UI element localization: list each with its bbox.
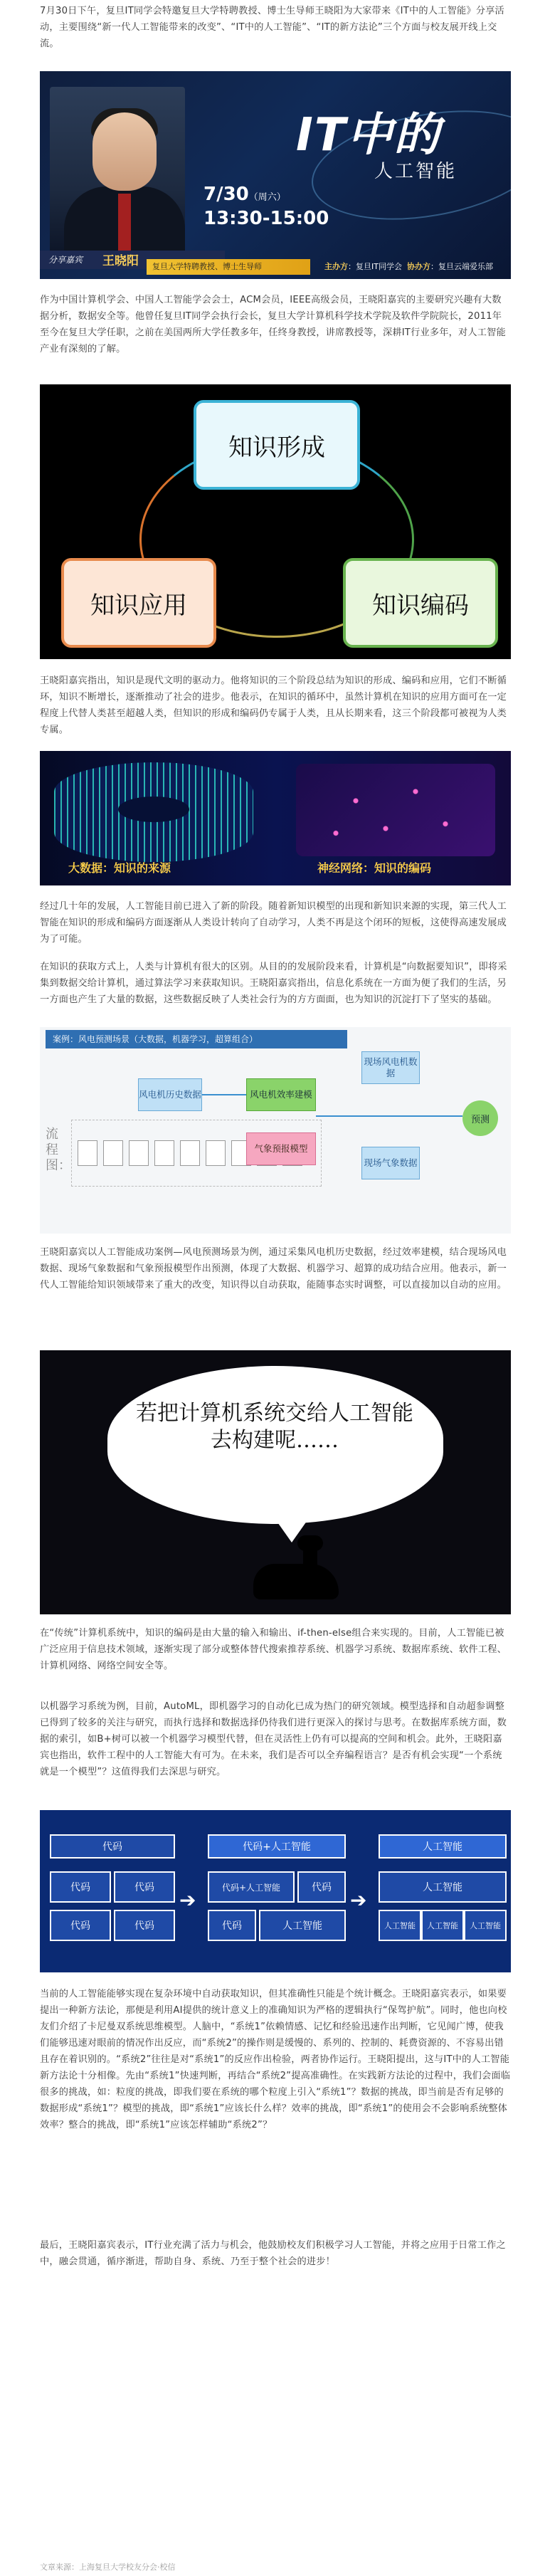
mixed-top-block: 代码+人工智能: [208, 1834, 346, 1859]
computer-question-image: [40, 1350, 511, 1614]
knowledge-cycle-diagram: [40, 384, 511, 659]
share-label: 分享嘉宾: [48, 255, 83, 265]
ai-block: 人工智能: [464, 1910, 507, 1941]
site-wind-node: 现场风电机数据: [361, 1051, 420, 1084]
banner-title: IT中的: [296, 109, 441, 162]
mixed-block: 人工智能: [259, 1910, 346, 1941]
efficiency-model-node: 风电机效率建模: [246, 1078, 316, 1111]
code-block: 代码: [50, 1910, 111, 1941]
predict-node: 预测: [462, 1100, 498, 1136]
knowledge-formation-box: 知识形成: [194, 400, 360, 490]
ai-block: 人工智能: [421, 1910, 464, 1941]
methodology-paragraph: 当前的人工智能能够实现在复杂环境中自动获取知识，但其准确性只能是个统计概念。王晓阳嘉宾表示，如果要提出一种新方法论，那便是利用AI提供的统计意义上的准确知识为严格的逻辑执行“保驾护航”。同时，他也向校友们介绍了卡尼曼双系统思维模型。人脑中，“系统1”依赖情感、记忆和经验迅速作出判断，它见闻广博，使我们能够迅速对眼前的情况作出反应，而“系统2”的操作则是缓慢的、系列的、控制的、耗费资源的、不容易出错且存在着识别的。“系统2”往往是对“系统1”的反应作出检验，两者协作运行。王晓阳提出，这与IT中的人工智能新方法论十分相像。先由“系统1”快速判断，再结合“系统2”提高准确性。在实践新方法论的过程中，我们会面临很多的挑战，如：粒度的挑战，即我们要在系统的哪个粒度上引入“系统1”？数据的挑战，即当前是否有足够的数据形成“系统1”？模型的挑战，即“系统1”应该长什么样？效率的挑战，即“系统1”的使用会不会影响系统整体效率？整合的挑战，即“系统1”应该怎样辅助“系统2”？: [40, 1989, 511, 2130]
traditional-systems-paragraph: 在“传统”计算机系统中，知识的编码是由大量的输入和输出、if-then-else组合来实现的。目前，人工智能已被广泛应用于信息技术领域，逐渐实现了部分或整体替代搜索推荐系统、机器学习系统、数据库系统、软件工程、计算机网络、网络空间安全等。: [40, 1628, 507, 1671]
case-header: 案例：风电预测场景（大数据，机器学习，超算组合）: [46, 1030, 347, 1048]
code-block: 代码: [114, 1910, 175, 1941]
wind-case-paragraph: 王晓阳嘉宾以人工智能成功案例—风电预测场景为例，通过采集风电机历史数据，经过效率建模，结合现场风电数据、现场气象数据和气象预报模型作出预测，体现了大数据、机器学习、超算的成功结合应用。他表示，新一代人工智能给知识领域带来了重大的改变，知识得以自动获取，能随事态实时调整，可以直接加以自动的应用。: [40, 1247, 507, 1290]
neural-caption: 神经网络：知识的编码: [317, 861, 432, 875]
ai-top-block: 人工智能: [379, 1834, 507, 1859]
speaker-bio-paragraph: 作为中国计算机学会、中国人工智能学会会士，ACM会员，IEEE高级会员，王晓阳嘉宾的主要研究兴趣有大数据分析，数据安全等。他曾任复旦IT同学会执行会长，复旦大学计算机科学技术学院及软件学院院长，2011年至今在复旦大学任职，之前在美国两所大学任教多年，任终身教授，讲席教授等，深耕IT行业多年，对人工智能产业有深刻的了解。: [40, 295, 506, 354]
wind-history-node: 风电机历史数据: [138, 1078, 202, 1111]
mixed-block: 代码: [208, 1910, 256, 1941]
question-text: 若把计算机系统交给人工智能去构建呢……: [136, 1401, 413, 1453]
event-banner: [40, 71, 511, 279]
bigdata-caption: 大数据：知识的来源: [68, 861, 171, 875]
machine-learning-paragraph: 以机器学习系统为例，目前，AutoML，即机器学习的自动化已成为热门的研究领域。模型选择和自动超参调整已得到了较多的关注与研究，而执行选择和数据选择仍待我们进行更深入的探讨与思考。在数据库系统方面，数据的索引，如B+树可以被一个机器学习模型代替，但在灵活性上仍有可以提高的空间和机会。此外，王晓阳嘉宾也指出，软件工程中的人工智能大有可为。在未来，我们是否可以全弃编程语言？是否有机会实现“一个系统就是一个模型”？这值得我们去深思与研究。: [40, 1701, 507, 1777]
intro-paragraph: 7月30日下午，复旦IT同学会特邀复旦大学特聘教授、博士生导师王晓阳为大家带来《IT中的人工智能》分享活动，主要围绕“新一代人工智能带来的改变”、“IT中的人工智能”、“IT的新方法论”三个方面与校友展开线上交流。: [40, 6, 504, 49]
code-block: 代码: [114, 1871, 175, 1903]
speaker-title-bar: [147, 259, 310, 275]
bigdata-neural-image: [40, 751, 511, 885]
banner-subtitle: 人工智能: [374, 161, 458, 182]
speaker-title: 复旦大学特聘教授、博士生导师: [152, 262, 262, 271]
knowledge-paragraph: 王晓阳嘉宾指出，知识是现代文明的驱动力。他将知识的三个阶段总结为知识的形成、编码和应用，它们不断循环，知识不断增长，逐渐推动了社会的进步。他表示，在知识的循环中，虽然计算机在知识的应用方面可在一定程度上代替人类甚至超越人类，但知识的形成和编码仍专属于人类，且从长期来看，这三个阶段都可被视为人类专属。: [40, 675, 507, 735]
code-ai-diagram: [40, 1810, 511, 1972]
forecast-model-node: 气象预报模型: [246, 1132, 316, 1165]
mixed-block: 代码: [297, 1871, 346, 1903]
ai-stage-paragraph: 经过几十年的发展，人工智能目前已进入了新的阶段。随着新知识模型的出现和新知识来源的实现，第三代人工智能在知识的形成和编码方面逐渐从人类设计转向了自动学习，人类不再是这个闭环的短板，这使得高速发展成为了可能。: [40, 901, 507, 945]
speaker-name: 王晓阳: [102, 254, 139, 268]
closing-paragraph: 最后，王晓阳嘉宾表示，IT行业充满了活力与机会，他鼓励校友们积极学习人工智能，并将之应用于日常工作之中，融会贯通，循序渐进，帮助自身、系统、乃至于整个社会的进步！: [40, 2240, 506, 2267]
knowledge-application-box: 知识应用: [61, 558, 216, 648]
neural-network-graphic: [296, 764, 495, 856]
ai-block: 人工智能: [379, 1910, 421, 1941]
arrow-right-icon: ➔: [179, 1888, 196, 1912]
flow-label: 流程图：: [46, 1127, 71, 1173]
code-block: 代码: [50, 1871, 111, 1903]
mixed-block: 代码+人工智能: [208, 1871, 295, 1903]
wind-forecast-diagram: [40, 1027, 511, 1234]
site-weather-node: 现场气象数据: [361, 1147, 420, 1179]
event-date: 7/30（周六）: [203, 184, 286, 205]
speaker-photo: [50, 87, 185, 258]
arrow-right-icon: ➔: [350, 1888, 367, 1912]
knowledge-acquisition-paragraph: 在知识的获取方式上，人类与计算机有很大的区别。从目的的发展阶段来看，计算机是“向数据要知识”，即将采集到数据交给计算机，通过算法学习来获取知识。王晓阳嘉宾指出，信息化系统在一方面为便了我们的生活，另一方面也产生了大量的数据，这些数据反映了人类社会行为的方方面面，也为知识的沉淀打下了坚实的基础。: [40, 962, 507, 1005]
article-source: 文章来源：上海复旦大学校友分会·校信: [40, 2562, 176, 2572]
code-top-block: 代码: [50, 1834, 175, 1859]
ai-block: 人工智能: [379, 1871, 507, 1903]
organizers: 主办方：复旦IT同学会 协办方：复旦云端爱乐部: [324, 262, 493, 271]
dinosaur-icon: [253, 1564, 339, 1599]
event-time: 13:30-15:00: [203, 208, 329, 229]
knowledge-encoding-box: 知识编码: [343, 558, 498, 648]
